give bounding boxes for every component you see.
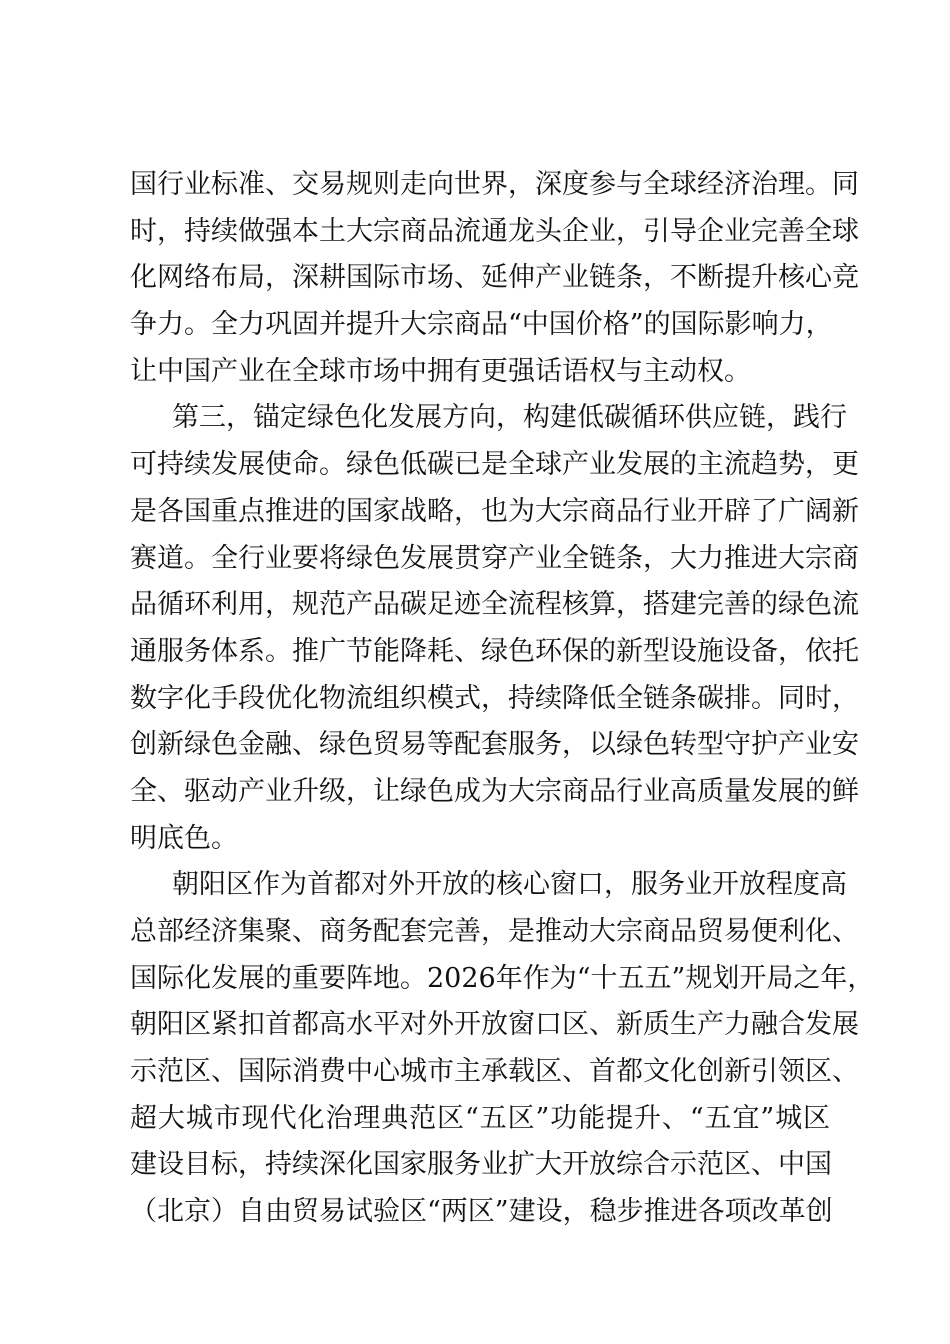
- text-line: 全、驱动产业升级，让绿色成为大宗商品行业高质量发展的鲜: [130, 775, 859, 807]
- text-line: 建设目标，持续深化国家服务业扩大开放综合示范区、中国: [130, 1149, 832, 1181]
- text-line: 通服务体系。推广节能降耗、绿色环保的新型设施设备，依托: [130, 635, 859, 667]
- paragraph-start-line: 朝阳区作为首都对外开放的核心窗口，服务业开放程度高: [172, 869, 847, 901]
- text-line: 赛道。全行业要将绿色发展贯穿产业全链条，大力推进大宗商: [130, 542, 859, 574]
- text-line: 朝阳区紧扣首都高水平对外开放窗口区、新质生产力融合发展: [130, 1009, 859, 1041]
- text-line: 是各国重点推进的国家战略，也为大宗商品行业开辟了广阔新: [130, 495, 859, 527]
- body-text: [130, 162, 875, 1236]
- text-line: （北京）自由贸易试验区“两区”建设，稳步推进各项改革创: [130, 1196, 833, 1228]
- text-line: 明底色。: [130, 822, 238, 854]
- text-line: 可持续发展使命。绿色低碳已是全球产业发展的主流趋势，更: [130, 449, 859, 481]
- text-line: 国行业标准、交易规则走向世界，深度参与全球经济治理。同: [130, 169, 859, 200]
- text-line: 让中国产业在全球市场中拥有更强话语权与主动权。: [130, 355, 751, 387]
- text-line: 数字化手段优化物流组织模式，持续降低全链条碳排。同时，: [130, 682, 859, 714]
- text-line: 总部经济集聚、商务配套完善，是推动大宗商品贸易便利化、: [130, 916, 859, 947]
- text-line: 化网络布局，深耕国际市场、延伸产业链条，不断提升核心竞: [130, 262, 859, 294]
- text-line: 争力。全力巩固并提升大宗商品“中国价格”的国际影响力，: [130, 309, 833, 341]
- text-line: 创新绿色金融、绿色贸易等配套服务，以绿色转型守护产业安: [130, 729, 859, 761]
- text-line: 品循环利用，规范产品碳足迹全流程核算，搭建完善的绿色流: [130, 589, 859, 621]
- text-line: 示范区、国际消费中心城市主承载区、首都文化创新引领区、: [130, 1056, 859, 1088]
- paragraph-start-line: 第三，锚定绿色化发展方向，构建低碳循环供应链，践行: [172, 402, 847, 434]
- text-line: 国际化发展的重要阵地。2026年作为“十五五”规划开局之年，: [130, 962, 875, 994]
- text-line: 时，持续做强本土大宗商品流通龙头企业，引导企业完善全球: [130, 215, 859, 247]
- text-line: 超大城市现代化治理典范区“五区”功能提升、“五宜”城区: [130, 1102, 830, 1134]
